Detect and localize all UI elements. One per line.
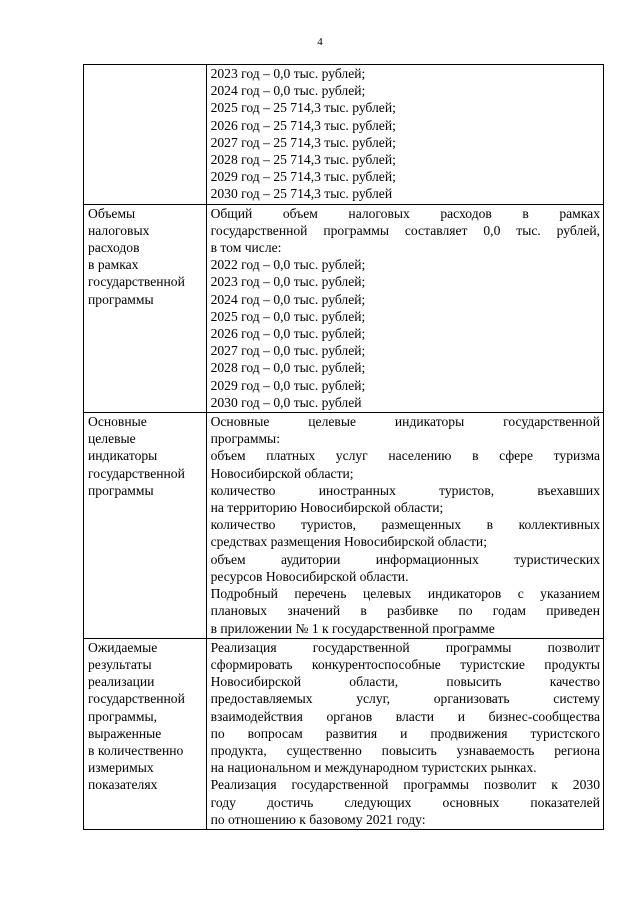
row-value-line: 2025 год – 25 714,3 тыс. рублей;: [210, 100, 396, 116]
row-value-line: Реализация государственной программы позволит к 2030: [210, 777, 600, 793]
row-value-line: на национальном и международном туристских рынках.: [210, 760, 537, 776]
row-value-line: в том числе:: [210, 240, 282, 256]
row-value-line: Основные целевые индикаторы государственной: [210, 414, 600, 430]
row-value-line: по отношению к базовому 2021 году:: [210, 811, 426, 827]
row-value-line: количество иностранных туристов, въехавших: [210, 482, 600, 498]
row-label-line: программы: [88, 482, 154, 498]
row-value-line: ресурсов Новосибирской области.: [210, 568, 409, 584]
program-passport-table: [83, 64, 604, 830]
page-number: 4: [317, 36, 323, 48]
row-value-line: Общий объем налоговых расходов в рамках: [210, 205, 600, 221]
row-label-line: расходов: [88, 240, 140, 256]
row-value-line: 2026 год – 0,0 тыс. рублей;: [210, 326, 366, 342]
row-value-line: 2029 год – 25 714,3 тыс. рублей;: [210, 169, 396, 185]
row-label-line: налоговых: [88, 222, 150, 238]
row-value-line: году достичь следующих основных показателей: [210, 794, 600, 810]
table-body: [84, 65, 604, 830]
row-label-line: целевые: [88, 431, 136, 447]
row-label-line: в количественно: [88, 742, 184, 758]
row-value-line: количество туристов, размещенных в коллективных: [210, 517, 600, 533]
row-value-line: 2025 год – 0,0 тыс. рублей;: [210, 308, 366, 324]
row-label-line: Ожидаемые: [88, 639, 158, 655]
row-label-line: показателях: [88, 777, 158, 793]
row-value-line: 2022 год – 0,0 тыс. рублей;: [210, 257, 366, 273]
row-label-line: результаты: [88, 656, 152, 672]
row-value-line: Новосибирской области, повысить качество: [210, 674, 600, 690]
row-label-cell: [84, 413, 207, 639]
row-value-line: 2024 год – 0,0 тыс. рублей;: [210, 83, 366, 99]
row-label-line: программы,: [88, 708, 158, 724]
row-value-line: взаимодействия органов власти и бизнес-сообщества: [210, 708, 600, 724]
row-label-line: реализации: [88, 674, 155, 690]
row-value-cell: [206, 204, 603, 412]
row-label-line: программы: [88, 291, 154, 307]
row-label-line: в рамках: [88, 257, 139, 273]
row-label-cell: [84, 204, 207, 412]
row-value-line: на территорию Новосибирской области;: [210, 500, 444, 516]
table-row: [84, 413, 604, 639]
row-value-line: Реализация государственной программы позволит: [210, 639, 600, 655]
row-value-line: Новосибирской области;: [210, 465, 354, 481]
row-label-line: выраженные: [88, 725, 162, 741]
row-value-line: 2030 год – 0,0 тыс. рублей: [210, 394, 362, 410]
row-label-line: измеримых: [88, 760, 154, 776]
row-value-line: плановых значений в разбивке по годам приведен: [210, 603, 600, 619]
row-value-line: 2024 год – 0,0 тыс. рублей;: [210, 291, 366, 307]
row-value-line: 2028 год – 25 714,3 тыс. рублей;: [210, 152, 396, 168]
row-value-line: Подробный перечень целевых индикаторов с указанием: [210, 586, 600, 602]
row-value-line: 2027 год – 25 714,3 тыс. рублей;: [210, 134, 396, 150]
row-value-line: 2028 год – 0,0 тыс. рублей;: [210, 360, 366, 376]
row-value-line: предоставляемых услуг, организовать систему: [210, 691, 600, 707]
row-value-cell: [206, 638, 603, 829]
row-value-line: государственной программы составляет 0,0 тыс. рублей,: [210, 222, 600, 238]
row-label-line: Основные: [88, 414, 147, 430]
row-value-line: 2027 год – 0,0 тыс. рублей;: [210, 343, 366, 359]
row-value-line: 2029 год – 0,0 тыс. рублей;: [210, 377, 366, 393]
row-value-cell: [206, 413, 603, 639]
row-value-line: сформировать конкурентоспособные туристские продукты: [210, 656, 600, 672]
row-value-line: программы:: [210, 431, 280, 447]
row-value-line: объем аудитории информационных туристических: [210, 551, 600, 567]
row-label-line: Объемы: [88, 205, 136, 221]
table-row: [84, 65, 604, 205]
row-label-line: государственной: [88, 465, 185, 481]
row-label-line: индикаторы: [88, 448, 158, 464]
row-value-line: 2030 год – 25 714,3 тыс. рублей: [210, 186, 393, 202]
row-value-line: средствах размещения Новосибирской области;: [210, 534, 487, 550]
row-value-line: продукта, существенно повысить узнаваемость региона: [210, 742, 600, 758]
row-label-line: государственной: [88, 691, 185, 707]
table-row: [84, 204, 604, 412]
table-row: [84, 638, 604, 829]
row-value-line: по вопросам развития и продвижения туристского: [210, 725, 600, 741]
row-value-line: объем платных услуг населению в сфере туризма: [210, 448, 600, 464]
row-value-line: 2026 год – 25 714,3 тыс. рублей;: [210, 117, 396, 133]
row-value-cell: [206, 65, 603, 205]
row-label-line: государственной: [88, 274, 185, 290]
row-label-cell: [84, 638, 207, 829]
row-value-line: в приложении № 1 к государственной программе: [210, 620, 495, 636]
row-value-line: 2023 год – 0,0 тыс. рублей;: [210, 66, 366, 81]
row-value-line: 2023 год – 0,0 тыс. рублей;: [210, 274, 366, 290]
row-label-cell: [84, 65, 207, 205]
